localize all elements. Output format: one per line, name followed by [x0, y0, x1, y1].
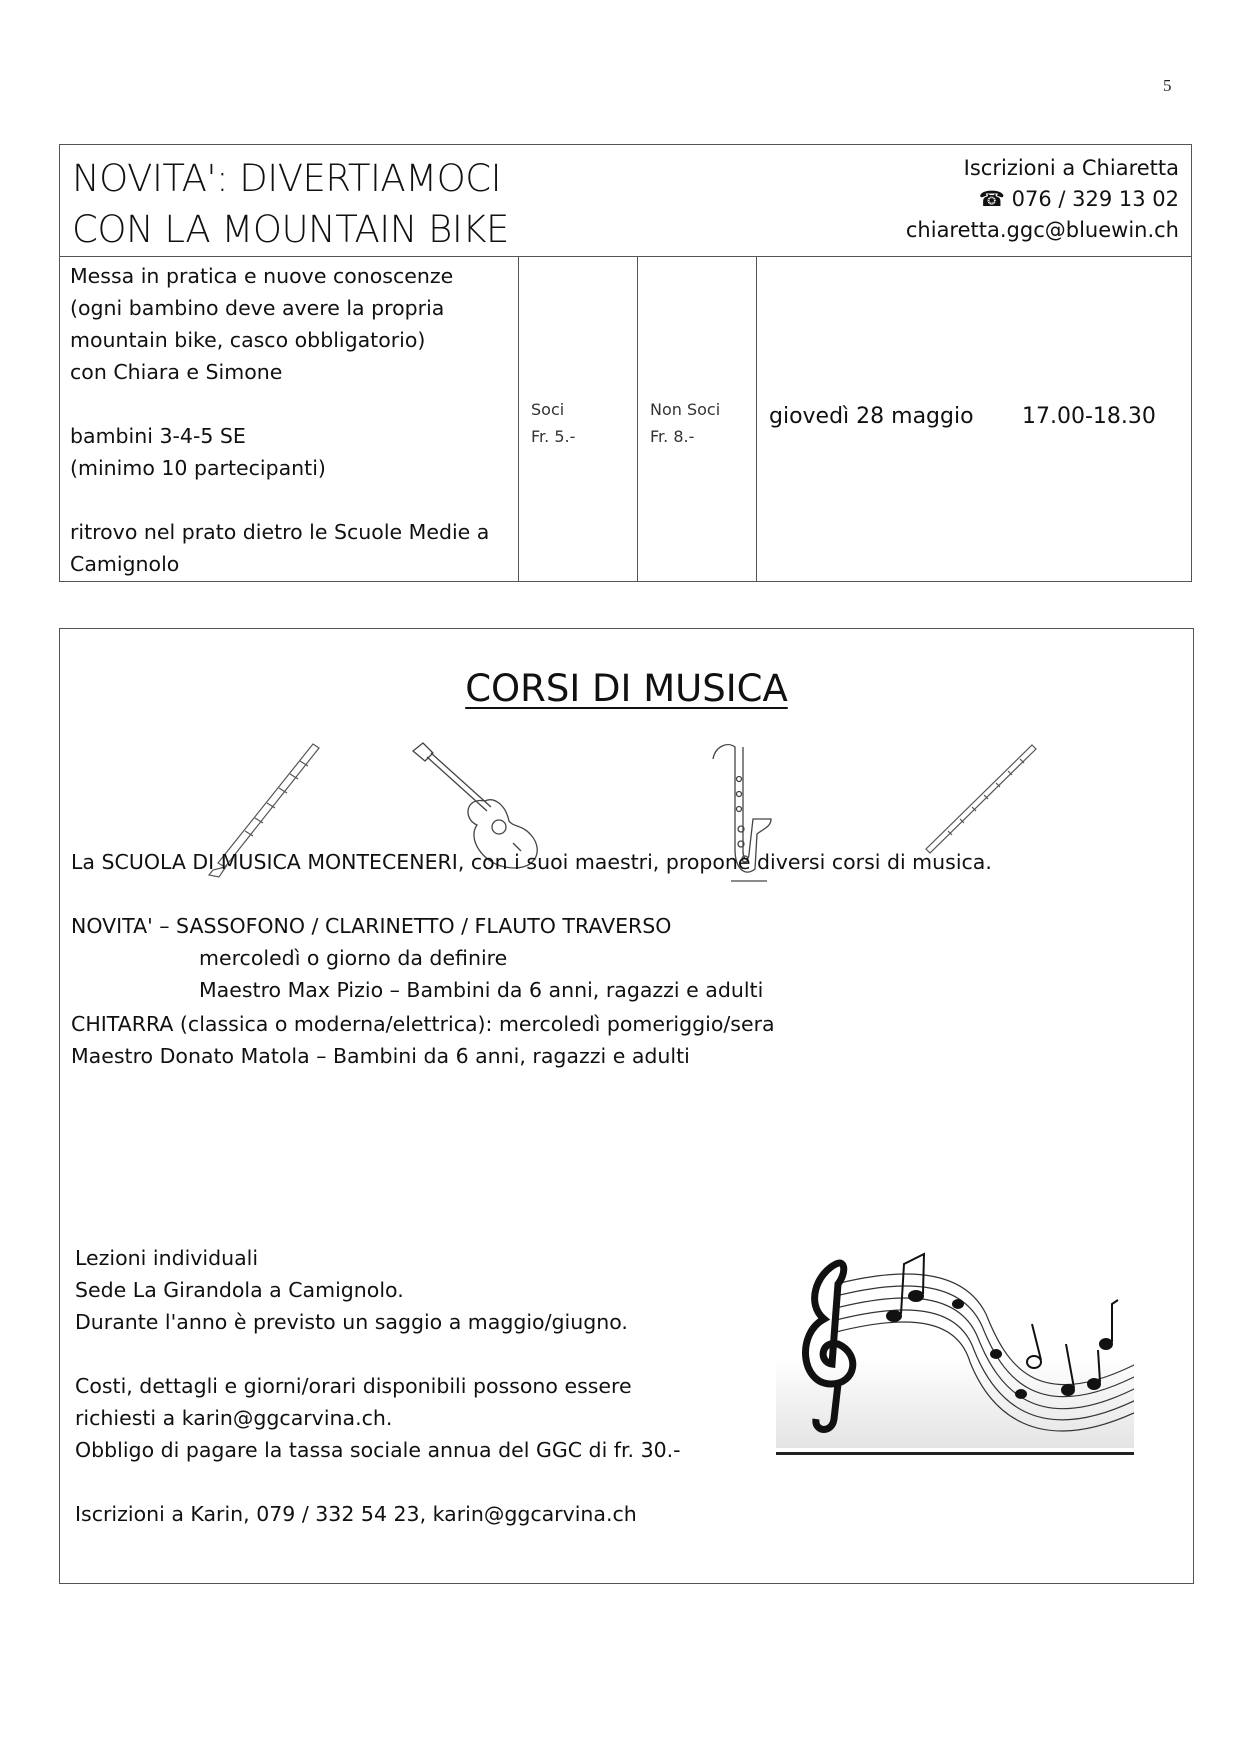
info-line: Lezioni individuali: [75, 1246, 259, 1270]
non-member-price-label: Non Soci: [650, 400, 721, 419]
info-line: Sede La Girandola a Camignolo.: [75, 1278, 404, 1302]
course-description-cell: [60, 256, 519, 581]
membership-fee-note: Obbligo di pagare la tassa sociale annua del GGC di fr. 30.-: [75, 1438, 681, 1462]
contact-email[interactable]: chiaretta.ggc@bluewin.ch: [905, 218, 1179, 242]
description-line: (ogni bambino deve avere la propria: [70, 296, 445, 320]
music-school-intro: La SCUOLA DI MUSICA MONTECENERI, con i suoi maestri, propone diversi corsi di musica.: [71, 850, 992, 874]
non-member-price-cell: [638, 256, 757, 581]
member-price-cell: [519, 256, 638, 581]
course-details-row: [60, 256, 1191, 581]
music-notes-illustration: [776, 1244, 1134, 1448]
course-header: [60, 145, 1191, 257]
meeting-point-location: Camignolo: [70, 552, 180, 576]
registration-label: Iscrizioni a Chiaretta: [963, 156, 1179, 180]
music-courses-section: [59, 628, 1194, 1584]
info-line: Durante l'anno è previsto un saggio a maggio/giugno.: [75, 1310, 628, 1334]
music-courses-title-text: CORSI DI MUSICA: [465, 667, 788, 710]
treble-clef-staff-icon: [776, 1244, 1134, 1448]
phone-number: ☎ 076 / 329 13 02: [978, 187, 1179, 211]
wind-instruments-course: [71, 910, 763, 1006]
description-line: mountain bike, casco obbligatorio): [70, 328, 426, 352]
member-price-label: Soci: [531, 400, 565, 419]
info-line: richiesti a karin@ggcarvina.ch.: [75, 1406, 393, 1430]
guitar-course-heading: CHITARRA (classica o moderna/elettrica): mercoledì pomeriggio/sera: [71, 1012, 775, 1036]
course-date: giovedì 28 maggio: [769, 404, 974, 429]
course-title: [72, 153, 509, 255]
music-courses-title: [60, 667, 1193, 710]
guitar-course: [71, 1008, 775, 1072]
course-info: [75, 1242, 681, 1530]
guitar-course-teacher: Maestro Donato Matola – Bambini da 6 anni, ragazzi e adulti: [71, 1044, 690, 1068]
wind-course-heading: NOVITA' – SASSOFONO / CLARINETTO / FLAUTO TRAVERSO: [71, 914, 672, 938]
divider-line: [776, 1452, 1134, 1455]
registration-contact: [906, 153, 1179, 246]
minimum-participants: (minimo 10 partecipanti): [70, 456, 326, 480]
page-number: 5: [1163, 76, 1172, 95]
music-registration-contact: Iscrizioni a Karin, 079 / 332 54 23, karin@ggcarvina.ch: [75, 1502, 637, 1526]
description-line: Messa in pratica e nuove conoscenze: [70, 264, 454, 288]
course-time: 17.00-18.30: [1022, 404, 1156, 429]
non-member-price-value: Fr. 8.-: [650, 427, 695, 446]
info-line: Costi, dettagli e giorni/orari disponibili possono essere: [75, 1374, 632, 1398]
member-price-value: Fr. 5.-: [531, 427, 576, 446]
wind-course-day: mercoledì o giorno da definire: [199, 946, 508, 970]
course-title-line1: NOVITA': DIVERTIAMOCI: [72, 157, 502, 200]
flute-icon: [920, 739, 1040, 859]
description-line: con Chiara e Simone: [70, 360, 283, 384]
schedule-cell: [757, 256, 1191, 581]
meeting-point: ritrovo nel prato dietro le Scuole Medie a: [70, 520, 490, 544]
target-group: bambini 3-4-5 SE: [70, 424, 246, 448]
mountain-bike-course-table: [59, 144, 1192, 582]
course-title-line2: CON LA MOUNTAIN BIKE: [72, 208, 509, 251]
wind-course-teacher: Maestro Max Pizio – Bambini da 6 anni, ragazzi e adulti: [199, 978, 764, 1002]
